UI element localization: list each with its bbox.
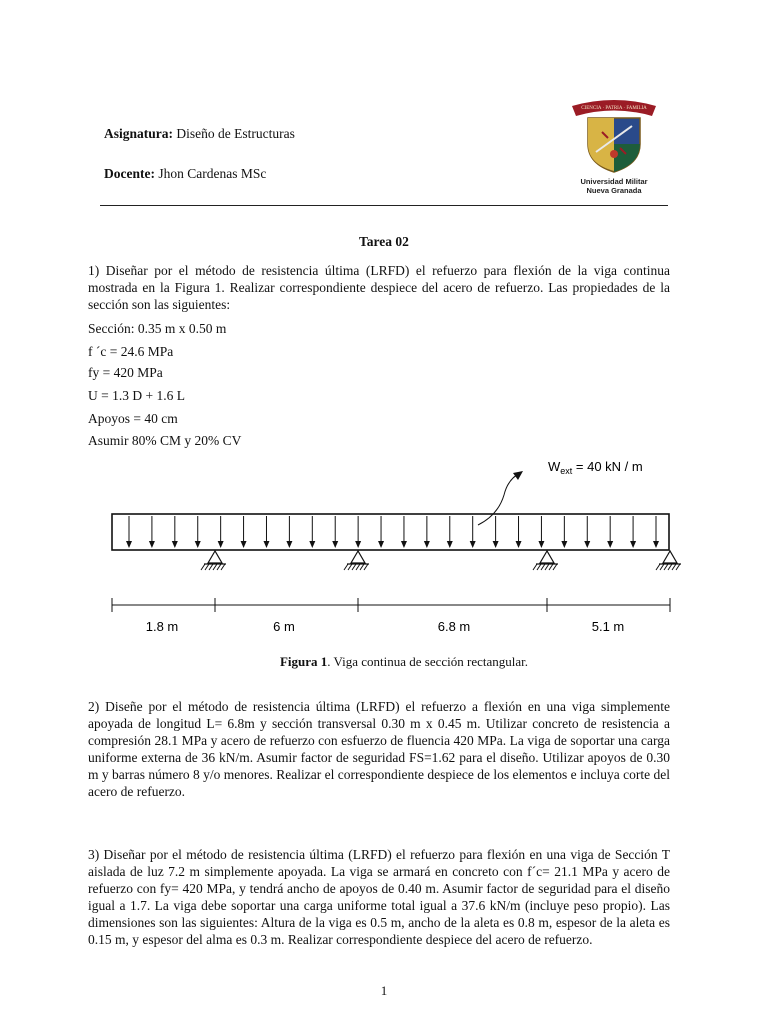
- university-logo: [562, 92, 666, 196]
- figure-caption-text: . Viga continua de sección rectangular.: [327, 654, 529, 669]
- load-label: [548, 459, 643, 476]
- load-arrow-head: [561, 541, 567, 548]
- load-arrow-head: [126, 541, 132, 548]
- support-hatch: [553, 564, 557, 570]
- span-label: 1.8 m: [145, 619, 179, 634]
- support-triangle: [540, 551, 554, 563]
- support-hatch: [545, 564, 549, 570]
- load-label-subscript: ext: [560, 466, 573, 476]
- support-hatch: [356, 564, 360, 570]
- support-hatch: [676, 564, 680, 570]
- support-hatch: [201, 564, 205, 570]
- support-hatch: [352, 564, 356, 570]
- load-arrow-head: [584, 541, 590, 548]
- load-arrow-head: [309, 541, 315, 548]
- subject-label: Asignatura:: [104, 126, 174, 141]
- load-arrow-head: [607, 541, 613, 548]
- load-label-prefix: W: [548, 459, 561, 474]
- problem-2-text: 2) Diseñe por el método de resistencia última (LRFD) el refuerzo a flexión en una viga simplemente apoyada de longitud L= 6.8m y sección transversal 0.30 m x 0.45 m. Utilizar concreto de resistencia a compresión 28.1 MPa y acero de refuerzo con esfuerzo de fluencia 420 MPa. La viga de soportar una carga uniforme externa de 36 kN/m. Asumir factor de seguridad FS=1.62 para el diseño. Utilizar apoyos de 0.30 m y barras número 8 y/o menores. Realizar el correspondiente despiece de los elementos e incluya corte del acero de refuerzo.: [88, 699, 670, 799]
- load-label-suffix: = 40 kN / m: [572, 459, 643, 474]
- support-hatch: [360, 564, 364, 570]
- support-hatch: [656, 564, 660, 570]
- load-arrow-head: [401, 541, 407, 548]
- problem-1-text: 1) Diseñar por el método de resistencia última (LRFD) el refuerzo para flexión de la viga continua mostrada en la Figura 1. Realizar correspondiente despiece del acero de refuerzo. Las propiedades de la sección son las siguientes:: [88, 263, 670, 312]
- load-arrow-head: [516, 541, 522, 548]
- support-hatch: [205, 564, 209, 570]
- subject-line: [104, 126, 295, 142]
- support-hatch: [664, 564, 668, 570]
- load-arrow-head: [263, 541, 269, 548]
- header-divider: [100, 205, 668, 206]
- support-hatch: [537, 564, 541, 570]
- property-item: Sección: 0.35 m x 0.50 m: [88, 321, 227, 336]
- support-hatch: [533, 564, 537, 570]
- support-triangle: [351, 551, 365, 563]
- load-arrows: [126, 516, 659, 548]
- load-arrow-head: [378, 541, 384, 548]
- load-arrow-head: [493, 541, 499, 548]
- load-arrow-head: [355, 541, 361, 548]
- supports: [201, 551, 681, 570]
- support-triangle: [208, 551, 222, 563]
- problem-3-text: 3) Diseñar por el método de resistencia última (LRFD) el refuerzo para flexión en una viga de Sección T aislada de luz 7.2 m simplemente apoyada. La viga se armará en concreto con f´c= 21.1 MPa y acero de refuerzo con fy= 420 MPa, y tendrá ancho de apoyos de 0.40 m. Asumir factor de seguridad para el diseño igual a 1.7. La viga debe soportar una carga uniforme total igual a 37.6 kN/m (incluye peso propio). Las dimensiones son las siguientes: Altura de la viga es 0.5 m, ancho de la aleta es 0.8 m, espesor de la aleta es 0.15 m, y espesor del alma es 0.3 m. Realizar correspondiente despiece del acero de refuerzo.: [88, 847, 670, 947]
- load-arrow-head: [149, 541, 155, 548]
- support-hatch: [221, 564, 225, 570]
- support-hatch: [217, 564, 221, 570]
- beam-diagram: [100, 455, 690, 640]
- load-arrow-head: [653, 541, 659, 548]
- pin-support: [201, 551, 226, 570]
- property-item: Apoyos = 40 cm: [88, 411, 178, 426]
- load-arrow-head: [447, 541, 453, 548]
- support-hatch: [348, 564, 352, 570]
- load-pointer-line: [478, 473, 520, 525]
- load-arrow-head: [538, 541, 544, 548]
- property-item: f ´c = 24.6 MPa: [88, 344, 174, 359]
- pin-support: [344, 551, 369, 570]
- load-frame: [112, 514, 669, 550]
- support-hatch: [209, 564, 213, 570]
- logo-ribbon-text: CIENCIA · PATRIA · FAMILIA: [581, 106, 647, 111]
- support-hatch: [213, 564, 217, 570]
- support-hatch: [660, 564, 664, 570]
- load-arrow-head: [241, 541, 247, 548]
- span-label: 6.8 m: [437, 619, 471, 634]
- span-label: 6 m: [273, 619, 295, 634]
- load-arrow-head: [332, 541, 338, 548]
- teacher-value: Jhon Cardenas MSc: [158, 166, 267, 181]
- figure-caption: [0, 654, 768, 670]
- load-arrow-head: [218, 541, 224, 548]
- load-arrow-head: [195, 541, 201, 548]
- support-hatch: [344, 564, 348, 570]
- logo-text-line2: Nueva Granada: [586, 186, 642, 195]
- span-label: 5.1 m: [591, 619, 625, 634]
- teacher-label: Docente:: [104, 166, 155, 181]
- support-hatch: [549, 564, 553, 570]
- load-arrow-head: [424, 541, 430, 548]
- figure-caption-label: Figura 1: [279, 654, 328, 669]
- support-hatch: [541, 564, 545, 570]
- subject-value: Diseño de Estructuras: [176, 126, 295, 141]
- support-hatch: [364, 564, 368, 570]
- load-arrow-head: [630, 541, 636, 548]
- load-pointer-arrowhead: [513, 471, 523, 480]
- property-item: fy = 420 MPa: [88, 365, 163, 380]
- logo-text-line1: Universidad Militar: [580, 177, 648, 186]
- load-arrow-head: [470, 541, 476, 548]
- property-item: Asumir 80% CM y 20% CV: [88, 433, 242, 448]
- teacher-line: [104, 166, 266, 182]
- pin-support: [533, 551, 558, 570]
- page-number: 1: [380, 983, 388, 998]
- pin-support: [656, 551, 681, 570]
- load-arrow-head: [286, 541, 292, 548]
- assignment-title: Tarea 02: [359, 234, 409, 249]
- support-triangle: [663, 551, 677, 563]
- property-item: U = 1.3 D + 1.6 L: [88, 388, 185, 403]
- load-arrow-head: [172, 541, 178, 548]
- support-hatch: [672, 564, 676, 570]
- support-hatch: [668, 564, 672, 570]
